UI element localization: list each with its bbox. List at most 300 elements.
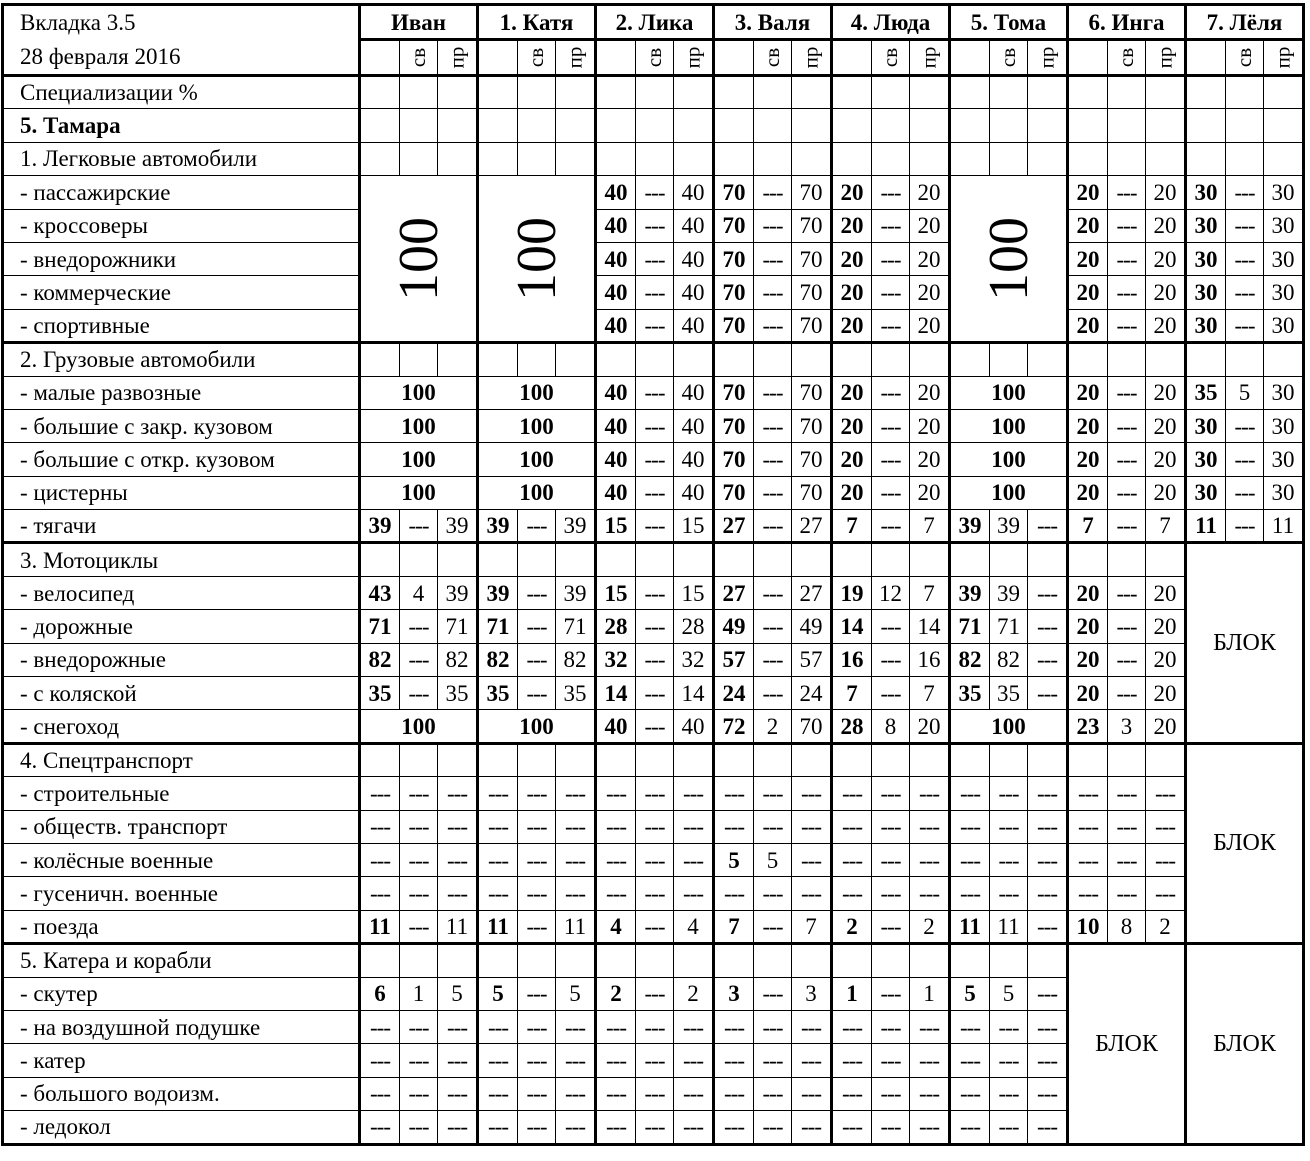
cell-pr: --- [910, 843, 950, 876]
cell-total [478, 109, 518, 142]
cell-sv [990, 109, 1028, 142]
cell-total: 40 [596, 409, 636, 442]
cell-sv: --- [518, 576, 556, 609]
row-label: - коммерческие [3, 276, 360, 309]
cell-total: 70 [714, 409, 754, 442]
row-label: - катер [3, 1044, 360, 1077]
cell-sv: --- [1108, 510, 1146, 543]
cell-sv [636, 109, 674, 142]
cell-total: --- [360, 1044, 400, 1077]
cell-total: 40 [596, 710, 636, 743]
cell-sv: --- [636, 409, 674, 442]
cell-total: 20 [1068, 209, 1108, 242]
cell-pr: 20 [1146, 677, 1186, 710]
cell-pr: 70 [792, 176, 832, 209]
cell-sv: --- [636, 910, 674, 943]
cell-pr: --- [674, 1077, 714, 1110]
cell-pr [674, 76, 714, 109]
cell-sv: --- [518, 1010, 556, 1043]
cell-sv: --- [400, 510, 438, 543]
cell-pr [556, 743, 596, 776]
subheader-pr-label: пр [798, 46, 823, 69]
cell-sv: --- [636, 877, 674, 910]
cell-total: 20 [832, 409, 872, 442]
cell-pr: 30 [1264, 409, 1304, 442]
cell-pr: 20 [1146, 643, 1186, 676]
cell-pr: 24 [792, 677, 832, 710]
cell-pr: --- [438, 877, 478, 910]
cell-sv: --- [400, 677, 438, 710]
cell-pr: --- [792, 1010, 832, 1043]
cell-sv [754, 543, 792, 576]
cell-pr: 20 [1146, 309, 1186, 342]
cell-total [950, 543, 990, 576]
cell-total: 20 [832, 309, 872, 342]
subheader-sv-label: св [996, 47, 1020, 68]
cell-sv: --- [754, 409, 792, 442]
cell-total: --- [360, 1077, 400, 1110]
cell-sv: 5 [990, 977, 1028, 1010]
cell-sv [990, 944, 1028, 977]
cell-pr: 30 [1264, 309, 1304, 342]
cell-sv: --- [636, 176, 674, 209]
cell-sv [872, 543, 910, 576]
cell-pr: --- [556, 1111, 596, 1144]
cell-total [478, 543, 518, 576]
cell-total: --- [714, 1010, 754, 1043]
cell-total: 10 [1068, 910, 1108, 943]
cell-pr: --- [792, 1044, 832, 1077]
cell-sv: --- [518, 677, 556, 710]
cell-total: 70 [714, 242, 754, 275]
cell-sv: --- [872, 1010, 910, 1043]
cell-sv [1108, 76, 1146, 109]
cell-total [950, 343, 990, 376]
cell-total: --- [1068, 777, 1108, 810]
cell-sv: --- [872, 276, 910, 309]
subheader-pr-label: пр [680, 46, 705, 69]
cell-total [950, 944, 990, 977]
cell-pr: 49 [792, 610, 832, 643]
subheader-total [1068, 40, 1108, 76]
cell-pr: --- [556, 1044, 596, 1077]
cell-pr: 40 [674, 176, 714, 209]
cell-pr: --- [556, 777, 596, 810]
cell-pr: 2 [910, 910, 950, 943]
cell-sv [636, 944, 674, 977]
cell-total: 20 [1068, 610, 1108, 643]
row-label: - с коляской [3, 677, 360, 710]
cell-pr: 27 [792, 576, 832, 609]
specialization-table [1, 3, 1305, 1146]
cell-total [714, 76, 754, 109]
cell-total [950, 109, 990, 142]
cell-pr: --- [556, 810, 596, 843]
subheader-total [596, 40, 636, 76]
cell-total: 30 [1186, 443, 1226, 476]
row-label: - дорожные [3, 610, 360, 643]
cell-sv: --- [754, 1044, 792, 1077]
cell-total: --- [950, 843, 990, 876]
cell-total: 40 [596, 242, 636, 275]
cell-total: 70 [714, 443, 754, 476]
cell-sv: --- [636, 1111, 674, 1144]
cell-total [714, 944, 754, 977]
cell-pr: --- [910, 1044, 950, 1077]
cell-pr [1028, 109, 1068, 142]
cell-total: 20 [832, 276, 872, 309]
cell-pr: 39 [556, 576, 596, 609]
cell-total: --- [360, 810, 400, 843]
cell-total: 1 [832, 977, 872, 1010]
cell-total: 5 [950, 977, 990, 1010]
cell-sv: --- [518, 810, 556, 843]
cell-total-merged: 100 [950, 376, 1068, 409]
cell-total [832, 543, 872, 576]
cell-sv: --- [872, 643, 910, 676]
row-label: - большие с откр. кузовом [3, 443, 360, 476]
cell-pr: 70 [792, 409, 832, 442]
cell-sv [872, 743, 910, 776]
cell-sv [400, 543, 438, 576]
cell-pr: 40 [674, 476, 714, 509]
cell-sv: --- [872, 409, 910, 442]
person-header: 6. Инга [1068, 5, 1186, 40]
cell-pr: 20 [910, 242, 950, 275]
cell-pr: --- [438, 810, 478, 843]
cell-pr: 20 [910, 443, 950, 476]
cell-sv: --- [636, 376, 674, 409]
cell-sv [1226, 343, 1264, 376]
cell-sv: --- [636, 510, 674, 543]
cell-sv: --- [872, 476, 910, 509]
block-cell: БЛОК [1186, 543, 1304, 743]
cell-pr [1146, 543, 1186, 576]
cell-pr [438, 543, 478, 576]
cell-pr: --- [674, 1111, 714, 1144]
cell-total: 20 [1068, 309, 1108, 342]
cell-total: 7 [714, 910, 754, 943]
cell-pr: --- [674, 1010, 714, 1043]
subheader-sv [754, 40, 792, 76]
cell-pr: --- [910, 777, 950, 810]
person-header: Иван [360, 5, 478, 40]
row-label: - на воздушной подушке [3, 1010, 360, 1043]
cell-total: --- [714, 810, 754, 843]
cell-total [714, 142, 754, 175]
subheader-sv [1108, 40, 1146, 76]
block-cell: БЛОК [1186, 944, 1304, 1144]
cell-pr: 70 [792, 376, 832, 409]
cell-sv [754, 743, 792, 776]
cell-sv: 5 [1226, 376, 1264, 409]
cell-sv [1108, 109, 1146, 142]
cell-total: 5 [714, 843, 754, 876]
cell-total [832, 944, 872, 977]
cell-sv: --- [1108, 276, 1146, 309]
cell-sv: --- [872, 209, 910, 242]
cell-sv: --- [754, 510, 792, 543]
cell-total-merged: 100 [360, 443, 478, 476]
cell-sv: --- [1108, 677, 1146, 710]
cell-pr: --- [792, 843, 832, 876]
cell-pr: 40 [674, 242, 714, 275]
cell-total [478, 343, 518, 376]
rotated-value: 100 [505, 216, 568, 301]
subheader-total [1186, 40, 1226, 76]
cell-sv: --- [754, 810, 792, 843]
cell-pr: 14 [910, 610, 950, 643]
cell-pr: 3 [792, 977, 832, 1010]
cell-pr: --- [1028, 1111, 1068, 1144]
cell-pr: 20 [1146, 443, 1186, 476]
cell-total [832, 343, 872, 376]
cell-sv [518, 76, 556, 109]
row-label: - пассажирские [3, 176, 360, 209]
subheader-pr-label: пр [562, 46, 587, 69]
cell-pr [910, 944, 950, 977]
row-label: - внедорожные [3, 643, 360, 676]
subheader-sv-label: св [760, 47, 784, 68]
cell-total: 20 [832, 443, 872, 476]
cell-total: --- [714, 1044, 754, 1077]
subheader-pr-label: пр [1270, 46, 1295, 69]
cell-total: 28 [832, 710, 872, 743]
cell-sv: --- [754, 242, 792, 275]
cell-total: --- [950, 1010, 990, 1043]
cell-sv: --- [1108, 843, 1146, 876]
cell-pr: --- [556, 1010, 596, 1043]
cell-sv: --- [872, 443, 910, 476]
cell-total: 30 [1186, 409, 1226, 442]
cell-pr: 1 [910, 977, 950, 1010]
cell-sv [754, 76, 792, 109]
cell-sv: --- [636, 843, 674, 876]
cell-pr [792, 343, 832, 376]
cell-total: --- [478, 1077, 518, 1110]
row-label: - поезда [3, 910, 360, 943]
cell-pr: 20 [910, 710, 950, 743]
cell-pr: --- [1028, 810, 1068, 843]
cell-pr: --- [1028, 1010, 1068, 1043]
row-label: Специализации % [3, 76, 360, 109]
cell-pr [792, 543, 832, 576]
cell-pr: --- [792, 777, 832, 810]
cell-sv: --- [990, 1111, 1028, 1144]
subheader-pr [1264, 40, 1304, 76]
cell-total: 30 [1186, 209, 1226, 242]
cell-pr: --- [1028, 777, 1068, 810]
cell-sv: --- [400, 1044, 438, 1077]
cell-pr [438, 343, 478, 376]
cell-sv: --- [1226, 476, 1264, 509]
subheader-pr [556, 40, 596, 76]
cell-total: --- [360, 1111, 400, 1144]
row-label: - скутер [3, 977, 360, 1010]
subheader-total [478, 40, 518, 76]
row-label: 5. Катера и корабли [3, 944, 360, 977]
cell-pr [910, 743, 950, 776]
cell-pr: 20 [1146, 376, 1186, 409]
cell-pr: --- [674, 877, 714, 910]
cell-sv: --- [1226, 276, 1264, 309]
cell-sv: 35 [990, 677, 1028, 710]
cell-sv: --- [1226, 209, 1264, 242]
cell-total: 20 [832, 209, 872, 242]
cell-total: 39 [478, 576, 518, 609]
cell-total [950, 76, 990, 109]
cell-pr [1264, 109, 1304, 142]
cell-total: 20 [1068, 576, 1108, 609]
cell-total: 20 [1068, 677, 1108, 710]
row-label: - малые развозные [3, 376, 360, 409]
cell-total [596, 543, 636, 576]
cell-pr [910, 76, 950, 109]
cell-pr: --- [910, 1111, 950, 1144]
cell-sv: --- [754, 910, 792, 943]
cell-pr: --- [556, 1077, 596, 1110]
cell-total: 11 [360, 910, 400, 943]
cell-sv: --- [754, 309, 792, 342]
subheader-pr-label: пр [444, 46, 469, 69]
cell-total [596, 944, 636, 977]
cell-total: 11 [1186, 510, 1226, 543]
cell-pr: --- [674, 1044, 714, 1077]
cell-sv: 12 [872, 576, 910, 609]
cell-pr [674, 944, 714, 977]
cell-pr: 20 [1146, 476, 1186, 509]
subheader-sv [636, 40, 674, 76]
cell-total: 7 [832, 677, 872, 710]
cell-total: 2 [596, 977, 636, 1010]
row-label: - ледокол [3, 1111, 360, 1144]
cell-total-merged: 100 [478, 443, 596, 476]
cell-pr: 7 [1146, 510, 1186, 543]
cell-total: 32 [596, 643, 636, 676]
cell-total: 71 [360, 610, 400, 643]
cell-pr: 30 [1264, 276, 1304, 309]
cell-total: 4 [596, 910, 636, 943]
cell-pr: --- [1028, 510, 1068, 543]
subheader-pr [910, 40, 950, 76]
cell-total [478, 142, 518, 175]
subheader-sv-label: св [524, 47, 548, 68]
cell-sv: --- [636, 242, 674, 275]
row-label: - обществ. транспорт [3, 810, 360, 843]
cell-pr: 15 [674, 576, 714, 609]
cell-sv: --- [754, 443, 792, 476]
cell-pr: --- [1028, 977, 1068, 1010]
cell-sv: --- [872, 1111, 910, 1144]
cell-sv: --- [754, 977, 792, 1010]
cell-pr: 4 [674, 910, 714, 943]
sheet-date: 28 февраля 2016 [3, 40, 360, 76]
cell-pr [674, 142, 714, 175]
cell-sv: --- [872, 1044, 910, 1077]
cell-pr: 82 [438, 643, 478, 676]
cell-total: 15 [596, 576, 636, 609]
cell-total: --- [832, 1010, 872, 1043]
cell-total: --- [950, 777, 990, 810]
cell-pr: --- [556, 843, 596, 876]
cell-total: 49 [714, 610, 754, 643]
cell-total: 40 [596, 443, 636, 476]
cell-sv: --- [518, 610, 556, 643]
cell-total [1068, 543, 1108, 576]
cell-total: 20 [1068, 409, 1108, 442]
person-header: 1. Катя [478, 5, 596, 40]
cell-total: --- [360, 843, 400, 876]
cell-pr [556, 944, 596, 977]
cell-sv: --- [990, 1010, 1028, 1043]
cell-sv: --- [1226, 510, 1264, 543]
cell-total: 20 [1068, 276, 1108, 309]
cell-total: --- [360, 1010, 400, 1043]
cell-sv [754, 109, 792, 142]
cell-sv [1226, 109, 1264, 142]
subheader-sv [990, 40, 1028, 76]
cell-pr: 71 [438, 610, 478, 643]
cell-total [1186, 142, 1226, 175]
cell-sv: --- [636, 443, 674, 476]
cell-sv [400, 743, 438, 776]
cell-pr: --- [1146, 810, 1186, 843]
cell-sv: 5 [754, 843, 792, 876]
cell-sv: 39 [990, 510, 1028, 543]
cell-total: --- [360, 877, 400, 910]
cell-pr: 20 [910, 409, 950, 442]
cell-total: 20 [1068, 443, 1108, 476]
cell-sv [518, 944, 556, 977]
cell-pr [674, 343, 714, 376]
cell-total: 82 [478, 643, 518, 676]
subheader-pr-label: пр [916, 46, 941, 69]
cell-total: 70 [714, 376, 754, 409]
cell-total: --- [478, 1111, 518, 1144]
cell-pr: --- [1028, 677, 1068, 710]
cell-pr: --- [1028, 610, 1068, 643]
row-label: - гусеничн. военные [3, 877, 360, 910]
cell-pr: --- [1028, 576, 1068, 609]
subheader-sv [872, 40, 910, 76]
cell-sv: --- [518, 910, 556, 943]
cell-pr: 40 [674, 710, 714, 743]
cell-total [714, 743, 754, 776]
cell-pr: --- [1028, 843, 1068, 876]
cell-total [596, 109, 636, 142]
cell-pr: 30 [1264, 476, 1304, 509]
cell-total: 40 [596, 209, 636, 242]
cell-total: --- [360, 777, 400, 810]
cell-pr: --- [674, 810, 714, 843]
subheader-sv-label: св [642, 47, 666, 68]
cell-total-merged: 100 [478, 476, 596, 509]
cell-total: 2 [832, 910, 872, 943]
cell-total [950, 743, 990, 776]
cell-pr: 20 [1146, 176, 1186, 209]
cell-sv: --- [518, 877, 556, 910]
cell-total: 39 [950, 510, 990, 543]
cell-pr [792, 944, 832, 977]
cell-total [714, 343, 754, 376]
cell-total [360, 142, 400, 175]
cell-sv: --- [400, 1111, 438, 1144]
cell-sv [1226, 76, 1264, 109]
cell-sv: --- [518, 643, 556, 676]
cell-sv: --- [1108, 810, 1146, 843]
person-header: 4. Люда [832, 5, 950, 40]
cell-total-merged [360, 176, 478, 343]
